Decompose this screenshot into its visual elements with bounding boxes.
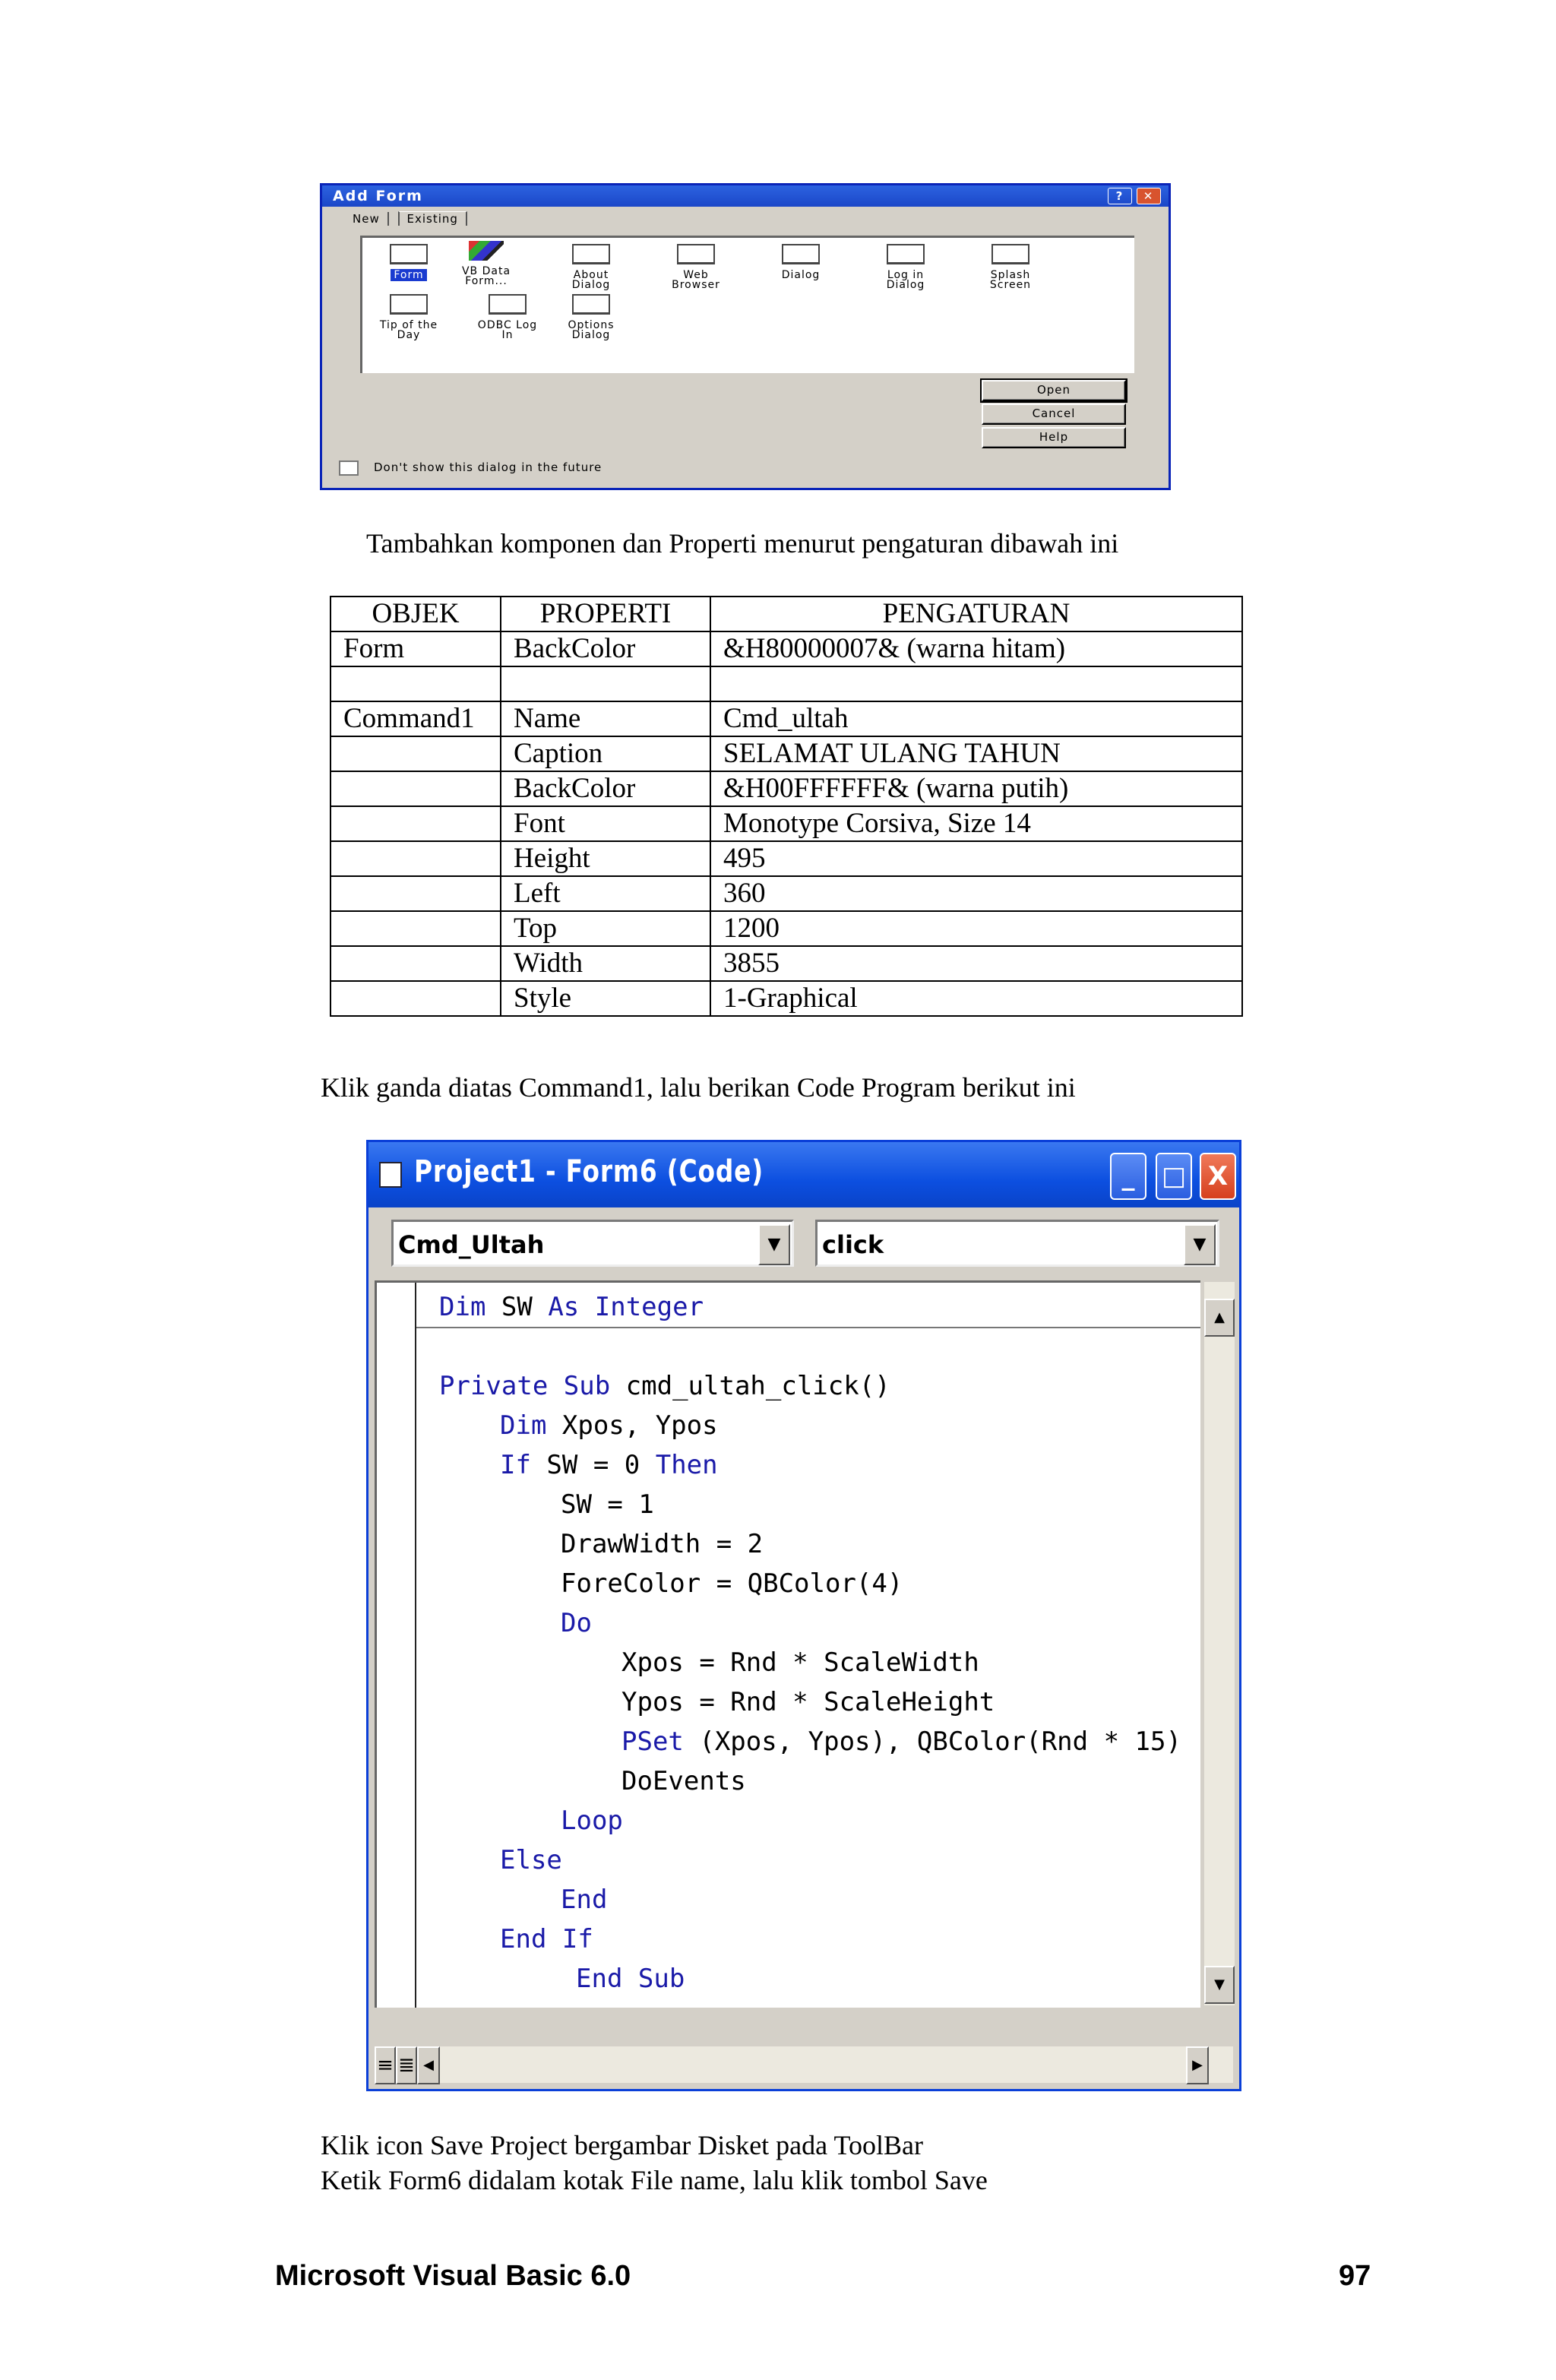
footer-title: Microsoft Visual Basic 6.0 [275, 2260, 631, 2292]
code-line [576, 1964, 685, 1994]
code-text [548, 1371, 563, 1401]
page-number: 97 [1339, 2260, 1371, 2292]
code-line [621, 1647, 979, 1678]
code-line [439, 1292, 704, 1322]
template-form[interactable]: Form [367, 244, 451, 280]
code-keyword: As [548, 1292, 580, 1322]
code-text: Xpos, Ypos [546, 1410, 718, 1441]
cell-pengaturan: 1-Graphical [710, 981, 1242, 1016]
vertical-scrollbar[interactable] [1204, 1282, 1235, 2005]
form-icon [887, 244, 925, 264]
cell-properti: BackColor [501, 771, 710, 806]
intro-paragraph: Tambahkan komponen dan Properti menurut pengaturan dibawah ini [366, 528, 1119, 559]
cell-objek [330, 841, 501, 876]
closing-line-1: Klik icon Save Project bergambar Disket pada ToolBar [321, 2130, 923, 2160]
chevron-down-icon[interactable]: ▼ [1184, 1224, 1216, 1265]
scroll-right-icon[interactable]: ▶ [1186, 2046, 1209, 2084]
code-editor[interactable] [375, 1280, 1200, 2008]
cell-properti: Left [501, 876, 710, 911]
code-text: SW [485, 1292, 549, 1322]
code-line [561, 1608, 592, 1638]
object-combo[interactable] [391, 1220, 794, 1267]
header-properti: PROPERTI [501, 597, 710, 631]
code-text: ForeColor = QBColor(4) [561, 1568, 903, 1599]
full-module-view-icon[interactable]: ≣ [396, 2046, 417, 2084]
code-window [366, 1140, 1241, 2091]
code-window-icon [379, 1162, 402, 1188]
code-keyword: End [561, 1885, 608, 1915]
procedure-view-icon[interactable]: ≡ [375, 2046, 396, 2084]
table-row [330, 631, 1242, 666]
code-line [561, 1806, 623, 1836]
table-row [330, 666, 1242, 701]
table-row [330, 806, 1242, 841]
code-keyword: Integer [594, 1292, 704, 1322]
dialog-tabs [345, 211, 472, 226]
cell-objek [330, 771, 501, 806]
scroll-left-icon[interactable]: ◀ [417, 2046, 440, 2084]
cell-pengaturan: Monotype Corsiva, Size 14 [710, 806, 1242, 841]
table-row [330, 701, 1242, 736]
scroll-down-icon[interactable]: ▼ [1204, 1966, 1235, 2004]
code-keyword: PSet [621, 1726, 684, 1757]
dont-show-label: Don't show this dialog in the future [374, 460, 602, 474]
scroll-up-icon[interactable]: ▲ [1204, 1299, 1235, 1337]
code-line [500, 1924, 593, 1954]
cell-objek [330, 736, 501, 771]
declarations-separator [416, 1327, 1200, 1328]
table-row [330, 841, 1242, 876]
template-splash-screen[interactable]: Splash Screen [969, 244, 1052, 290]
table-body [330, 631, 1242, 1016]
cell-pengaturan: 360 [710, 876, 1242, 911]
cell-pengaturan: 3855 [710, 946, 1242, 981]
dialog-title-bar [322, 185, 1169, 207]
table-row [330, 876, 1242, 911]
code-line [561, 1529, 763, 1559]
template-dialog[interactable]: Dialog [759, 244, 843, 280]
template-log-in-dialog[interactable]: Log in Dialog [864, 244, 947, 290]
template-options-dialog[interactable]: Options Dialog [549, 294, 633, 340]
code-keyword: Then [655, 1450, 718, 1480]
cell-properti: Caption [501, 736, 710, 771]
help-icon[interactable]: ? [1108, 188, 1132, 204]
code-keyword: End If [500, 1924, 593, 1954]
code-line [621, 1726, 1181, 1757]
cell-objek [330, 876, 501, 911]
cell-pengaturan: 495 [710, 841, 1242, 876]
code-keyword: Loop [561, 1806, 623, 1836]
cell-properti: BackColor [501, 631, 710, 666]
cell-pengaturan: &H00FFFFFF& (warna putih) [710, 771, 1242, 806]
code-window-title-bar[interactable] [368, 1142, 1239, 1207]
code-text: DrawWidth = 2 [561, 1529, 764, 1559]
form-icon [677, 244, 715, 264]
code-window-title: Project1 - Form6 (Code) [414, 1154, 764, 1189]
cell-properti: Height [501, 841, 710, 876]
code-keyword: Dim [439, 1292, 486, 1322]
cell-objek [330, 666, 501, 701]
code-text [579, 1292, 594, 1322]
cell-pengaturan [710, 666, 1242, 701]
open-button[interactable]: Open [982, 380, 1126, 401]
code-text: DoEvents [621, 1766, 746, 1796]
code-line [500, 1845, 562, 1875]
table-row [330, 946, 1242, 981]
closing-line-2: Ketik Form6 didalam kotak File name, lalu klik tombol Save [321, 2165, 988, 2195]
cell-properti: Font [501, 806, 710, 841]
code-keyword: Do [561, 1608, 592, 1638]
code-text: Xpos = Rnd * ScaleWidth [621, 1647, 979, 1678]
cell-properti [501, 666, 710, 701]
table-row [330, 981, 1242, 1016]
header-objek: OBJEK [330, 597, 501, 631]
code-keyword: Sub [563, 1371, 611, 1401]
code-gutter [377, 1283, 416, 2008]
form-icon [390, 244, 428, 264]
form-template-list [360, 236, 1134, 373]
cell-properti: Top [501, 911, 710, 946]
code-keyword: Dim [500, 1410, 547, 1441]
form-icon [572, 294, 610, 315]
code-text: SW = 1 [561, 1489, 654, 1520]
object-combo-value: Cmd_Ultah [398, 1230, 545, 1259]
procedure-combo-value: click [822, 1230, 884, 1259]
template-tip-of-the-day[interactable]: Tip of the Day [353, 294, 464, 340]
code-line [561, 1885, 607, 1915]
cell-objek: Command1 [330, 701, 501, 736]
chevron-down-icon[interactable]: ▼ [758, 1224, 790, 1265]
table-header-row [330, 597, 1242, 631]
header-pengaturan: PENGATURAN [710, 597, 1242, 631]
cell-objek [330, 981, 501, 1016]
template-about-dialog[interactable]: About Dialog [549, 244, 633, 290]
code-keyword: Private [439, 1371, 549, 1401]
cancel-button[interactable]: Cancel [982, 404, 1126, 425]
cell-pengaturan: &H80000007& (warna hitam) [710, 631, 1242, 666]
vb-data-form-icon [469, 241, 504, 261]
cell-pengaturan: SELAMAT ULANG TAHUN [710, 736, 1242, 771]
code-line [561, 1568, 903, 1599]
table-row [330, 736, 1242, 771]
code-text: cmd_ultah_click() [610, 1371, 890, 1401]
dialog-title: Add Form [333, 188, 423, 204]
code-line [500, 1450, 718, 1480]
tab-existing[interactable]: Existing [398, 211, 467, 226]
cell-objek [330, 911, 501, 946]
code-text: Ypos = Rnd * ScaleHeight [621, 1687, 995, 1717]
cell-pengaturan: Cmd_ultah [710, 701, 1242, 736]
cell-objek: Form [330, 631, 501, 666]
table-row [330, 771, 1242, 806]
code-line [439, 1371, 890, 1401]
help-button[interactable]: Help [982, 427, 1126, 448]
cell-properti: Width [501, 946, 710, 981]
cell-properti: Name [501, 701, 710, 736]
code-line [621, 1687, 995, 1717]
code-line [500, 1410, 718, 1441]
cell-objek [330, 806, 501, 841]
table-row [330, 911, 1242, 946]
form-icon [991, 244, 1029, 264]
code-keyword: End Sub [576, 1964, 685, 1994]
cell-properti: Style [501, 981, 710, 1016]
cell-objek [330, 946, 501, 981]
code-line [561, 1489, 654, 1520]
form-icon [572, 244, 610, 264]
close-icon[interactable]: ✕ [1137, 188, 1161, 204]
minimize-icon[interactable]: _ [1110, 1153, 1146, 1200]
code-intro-paragraph: Klik ganda diatas Command1, lalu berikan Code Program berikut ini [321, 1072, 1076, 1103]
tab-new[interactable]: New [345, 212, 389, 226]
add-form-dialog [320, 183, 1171, 490]
template-web-browser[interactable]: Web Browser [654, 244, 738, 290]
horizontal-scrollbar[interactable] [375, 2046, 1233, 2083]
template-vb-data-form[interactable]: VB Data Form... [444, 241, 528, 286]
template-odbc-log-in[interactable]: ODBC Log In [451, 294, 565, 340]
cell-pengaturan: 1200 [710, 911, 1242, 946]
form-icon [489, 294, 527, 315]
form-icon [390, 294, 428, 315]
form-icon [782, 244, 820, 264]
maximize-icon[interactable]: □ [1156, 1153, 1192, 1200]
code-keyword: If [500, 1450, 531, 1480]
code-text: (Xpos, Ypos), QBColor(Rnd * 15) [683, 1726, 1181, 1757]
code-line [621, 1766, 746, 1796]
procedure-combo[interactable] [815, 1220, 1219, 1267]
code-text: SW = 0 [530, 1450, 656, 1480]
property-table [330, 596, 1243, 1017]
code-keyword: Else [500, 1845, 562, 1875]
close-icon[interactable]: X [1200, 1153, 1236, 1200]
dont-show-checkbox[interactable] [339, 460, 359, 476]
